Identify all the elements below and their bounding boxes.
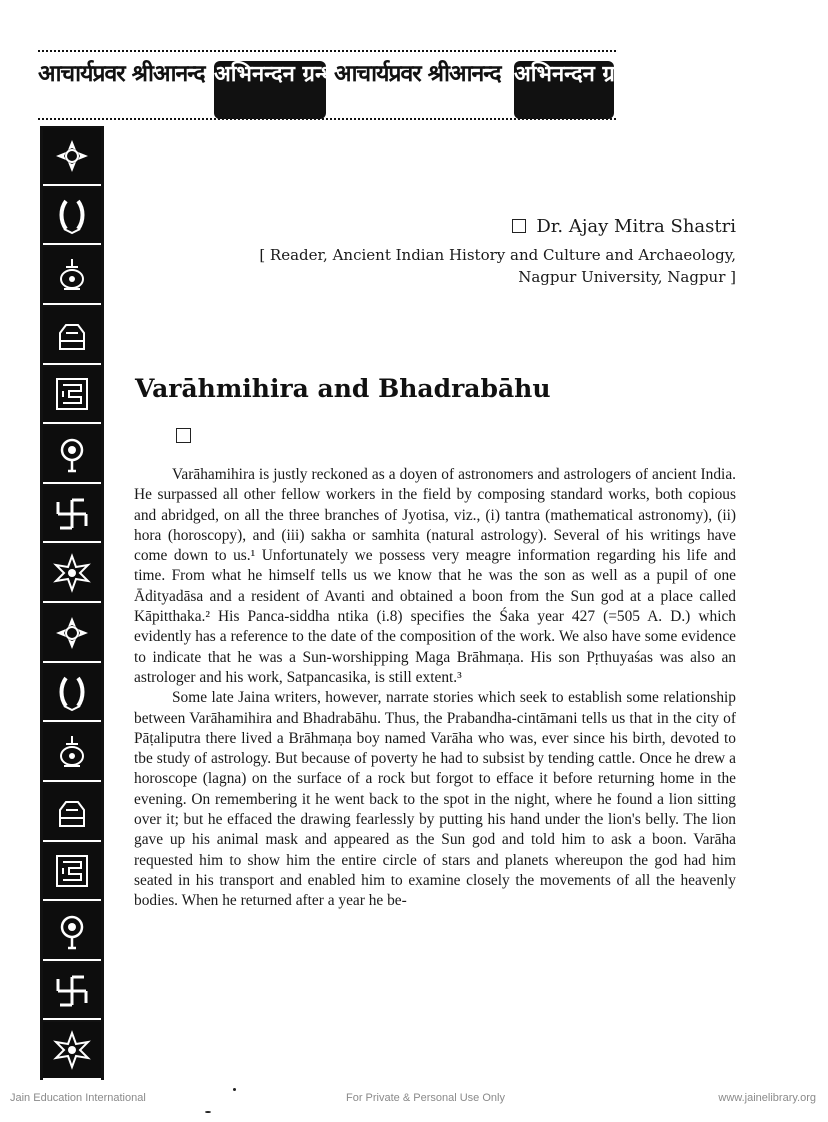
footer-left: Jain Education International [10,1092,146,1104]
banner-segment: अभिनन्दन ग्रन्थ [514,61,614,119]
ornament-strip [40,126,104,1080]
mirror-icon [43,426,101,484]
throne-icon [43,784,101,842]
star-flower-icon [43,1022,101,1080]
header-banner [38,50,635,122]
footer-right: www.jainelibrary.org [718,1092,816,1104]
lotus-icon [43,605,101,663]
paragraph: Some late Jaina writers, however, narrate stories which seek to establish some relationship between Varāhamihira and Bhadrabāhu. Thus, the Prabandha-cintāmani tells us that in the city of Pāṭaliputra there lived a Brāhmaṇa boy named Varāha who was, ever since his birth, devoted to tbe study of astrology. But because of poverty he had to subsist by tending cattle. Once he drew a horoscope (lagna) on the surface of a rock but forgot to efface it before returning home in the evening. On remembering it he went back to the spot in the night, where he found a lion sitting over it; but he effaced the drawing fearlessly by putting his hand under the lion's belly. The lion gave up his animal mask and appeared as the Sun god and told him to ask a boon. Varāha requested him to show him the entire circle of stars and planets whereupon the god had him seated in his transport and enabled him to examine closely the movements of all the heavenly bodies. When he returned after a year he be- [134,689,736,910]
article-body [134,465,736,912]
banner-segment: आचार्यप्रवर श्रीआनन्द [334,61,501,87]
nandyavarta-icon [43,367,101,425]
swastika-icon [43,486,101,544]
paragraph: Varāhamihira is justly reckoned as a doyen of astronomers and astrologers of ancient India. He surpassed all other fellow workers in the field by composing standard works, both copious and abridged, on all the three branches of Jyotisa, viz., (i) tantra (mathematical astronomy), (ii) hora (horoscopy), and (iii) sakha or samhita (natural astrology). Several of his writings have come down to us.¹ Unfortunately we possess very meagre information regarding his life and time. From what he himself tells us we know that he was the son as well as a pupil of one Ādityadāsa and a resident of Avanti and obtained a boon from the Sun god at a place called Kāpitthaka.² His Panca-siddha ntika (i.8) specifies the Śaka year 427 (=505 A. D.) which evidently has a reference to the date of the composition of the work. We also have some evidence to indicate that he was a Sun-worshipping Maga Brāhmaṇa. His son Pṛthuyaśas was also an astrologer and his work, Satpancasika, is still extent.³ [134,466,736,686]
fish-pair-icon [43,188,101,246]
lotus-icon [43,128,101,186]
square-marker-icon [176,428,191,443]
footer-center: For Private & Personal Use Only [346,1092,505,1104]
author-affiliation: [ Reader, Ancient Indian History and Culture and Archaeology, [259,246,736,264]
nandyavarta-icon [43,844,101,902]
author-name: Dr. Ajay Mitra Shastri [536,216,736,237]
author-affiliation: Nagpur University, Nagpur ] [518,268,736,286]
author-name-line [250,216,736,238]
kalasha-icon [43,724,101,782]
article-title: Varāhmihira and Bhadrabāhu [135,374,551,403]
star-flower-icon [43,545,101,603]
banner-segment: आचार्यप्रवर श्रीआनन्द [38,61,205,87]
banner-bottom-border [38,118,616,120]
mirror-icon [43,903,101,961]
swastika-icon [43,963,101,1021]
fish-pair-icon [43,665,101,723]
checkbox-square-icon [512,219,526,233]
throne-icon [43,307,101,365]
banner-segment: अभिनन्दन ग्रन्थ [214,61,326,119]
print-mark [205,1111,211,1113]
kalasha-icon [43,247,101,305]
print-mark [233,1088,236,1091]
